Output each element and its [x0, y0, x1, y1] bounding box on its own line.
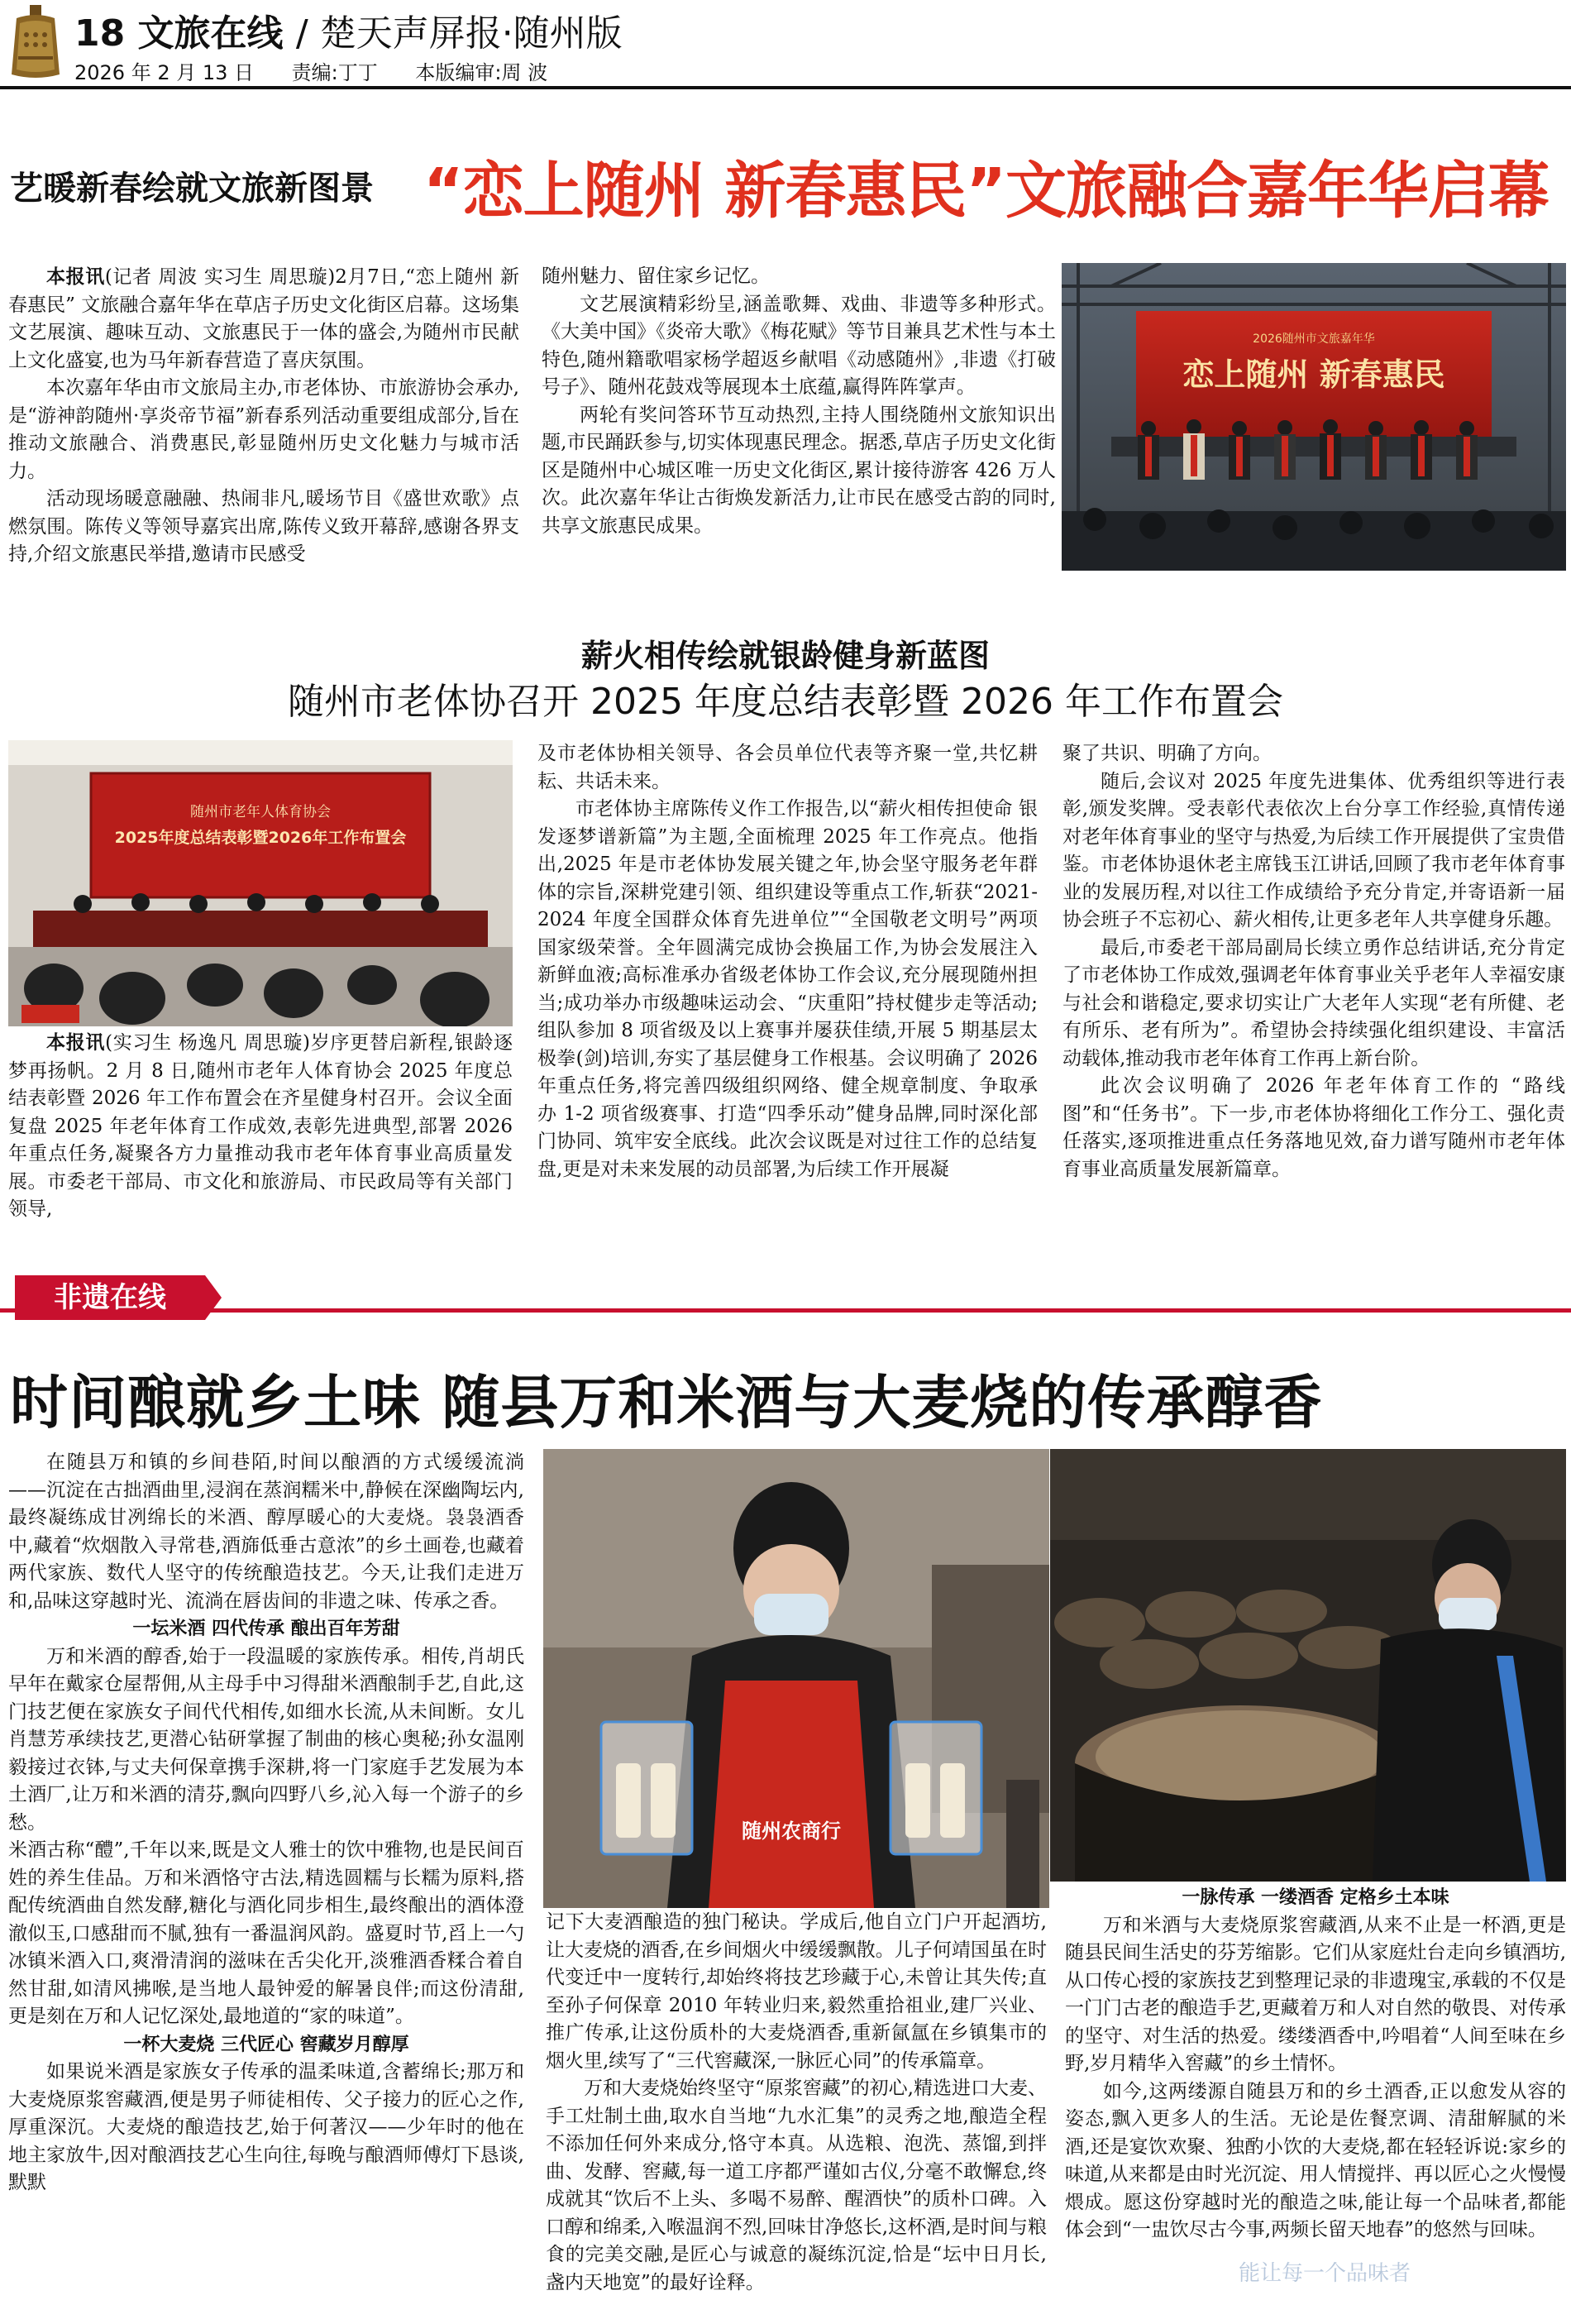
article3-cellar-photo — [1050, 1449, 1566, 1882]
image-watermark: 能让每一个品味者 — [1239, 2261, 1411, 2286]
article1-stage-photo — [1062, 263, 1566, 571]
body-paragraph: 本次嘉年华由市文旅局主办,市老体协、市旅游协会承办,是“游神韵随州·享炎帝节福”新春系列活动重要组成部分,旨在推动文旅融合、消费惠民,彰显随州历史文化魅力与城市活力。 — [8, 377, 519, 482]
meeting-banner-line1: 随州市老年人体育协会 — [190, 804, 331, 820]
article2-column-1 — [8, 1029, 513, 1277]
dateline-lead: 本报讯 — [46, 1031, 106, 1054]
article3-column-1 — [8, 1449, 524, 2317]
meeting-banner-line2: 2025年度总结表彰暨2026年工作布置会 — [114, 829, 407, 847]
body-paragraph: 万和米酒与大麦烧原浆窖藏酒,从来不止是一杯酒,更是随县民间生活史的芬芳缩影。它们从家庭灶台走向乡镇酒坊,从口传心授的家族技艺到整理记录的非遗瑰宝,承载的不仅是一门门古老的酿造手艺,更藏着万和人对自然的敬畏、对传承的坚守、对生活的热爱。缕缕酒香中,吟唱着“人间至味在乡野,岁月精华入窖藏”的乡土情怀。 — [1065, 1914, 1566, 2074]
body-paragraph: 此次会议明确了 2026 年老年体育工作的 “路线图”和“任务书”。下一步,市老体协将细化工作分工、强化责任落实,逐项推进重点任务落地见效,奋力谱写随州市老年体育事业高质量发展新篇章。 — [1062, 1075, 1565, 1180]
article3-rice-wine-photo — [543, 1449, 1049, 1908]
article3-column-2 — [546, 1909, 1047, 2317]
byline: (实习生 杨逸凡 周思璇) — [105, 1032, 311, 1054]
paragraph-text: 2月7日,“恋上随州 新春惠民” 文旅融合嘉年华在草店子历史文化街区启幕。这场集文艺展演、趣味互动、文旅惠民于一体的盛会,为随州市民献上文化盛宴,也为马年新春营造了喜庆氛围。 — [8, 266, 519, 371]
editor-credit: 责编:丁丁 — [291, 61, 378, 84]
publication-name: / 楚天声屏报·随州版 — [295, 12, 623, 55]
article1-headline: “恋上随州 新春惠民”文旅融合嘉年华启幕 — [423, 155, 1550, 227]
body-paragraph — [8, 1029, 513, 1224]
issue-date: 2026 年 2 月 13 日 — [74, 61, 255, 84]
section-tag-arrow — [205, 1275, 222, 1320]
section-divider — [0, 1308, 1571, 1313]
article2-headline: 随州市老体协召开 2025 年度总结表彰暨 2026 年工作布置会 — [288, 681, 1283, 723]
article2-kicker: 薪火相传绘就银龄健身新蓝图 — [580, 637, 990, 674]
article2-meeting-photo — [8, 740, 513, 1026]
banner-main-text: 恋上随州 新春惠民 — [1182, 356, 1445, 393]
article3-headline: 时间酿就乡土味 随县万和米酒与大麦烧的传承醇香 — [10, 1369, 1323, 1437]
article1-column-1 — [8, 263, 519, 594]
body-paragraph: 最后,市委老干部局副局长续立勇作总结讲话,充分肯定了市老体协工作成效,强调老年体育事业关乎老年人幸福安康与社会和谐稳定,要求切实让广大老年人实现“老有所健、老有所乐、老有所为”。希望协会持续强化组织建设、丰富活动载体,推动我市老年体育工作再上新台阶。 — [1062, 936, 1565, 1069]
page-title — [74, 3, 623, 56]
body-paragraph: 在随县万和镇的乡间巷陌,时间以酿酒的方式缓缓流淌——沉淀在古拙酒曲里,浸润在蒸润糯米中,静候在深幽陶坛内,最终凝练成甘冽绵长的米酒、醇厚暖心的大麦烧。袅袅酒香中,藏着“炊烟散入寻常巷,酒旆低垂古意浓”的乡土画卷,也藏着两代家族、数代人坚守的传统酿造技艺。今天,让我们走进万和,品味这穿越时光、流淌在唇齿间的非遗之味、传承之香。 — [8, 1451, 524, 1612]
section-tag: 非遗在线 — [15, 1275, 205, 1320]
reviewer-credit: 本版编审:周 波 — [415, 61, 548, 84]
body-paragraph: 随后,会议对 2025 年度先进集体、优秀组织等进行表彰,颁发奖牌。受表彰代表依次上台分享工作经验,真情传递对老年体育事业的坚守与热爱,为后续工作开展提供了宝贵借鉴。市老体协退休老主席钱玉江讲话,回顾了我市老年体育事业的发展历程,对以往工作成绩给予充分肯定,并寄语新一届协会班子不忘初心、薪火相传,让更多老年人共享健身乐趣。 — [1062, 770, 1565, 930]
article3-column-3 — [1065, 1884, 1566, 2317]
body-paragraph: 米酒古称“醴”,千年以来,既是文人雅士的饮中雅物,也是民间百姓的养生佳品。万和米酒恪守古法,精选圆糯与长糯为原料,搭配传统酒曲自然发酵,糖化与酒化同步相生,最终酿出的酒体澄澈似玉,口感甜而不腻,独有一番温润风韵。盛夏时节,舀上一勺冰镇米酒入口,爽滑清润的滋味在舌尖化开,淡雅酒香糅合着自然甘甜,如清风拂喉,是当地人最钟爱的解暑良伴;而这份清甜,更是刻在万和人记忆深处,最地道的“家的味道”。 — [8, 1839, 524, 2027]
article2-column-3 — [1062, 740, 1565, 1278]
body-paragraph: 及市老体协相关领导、各会员单位代表等齐聚一堂,共忆耕耘、共话未来。 — [537, 743, 1038, 792]
apron-text: 随州农商行 — [742, 1820, 841, 1843]
body-paragraph: 万和大麦烧始终坚守“原浆窖藏”的初心,精选进口大麦、手工灶制土曲,取水自当地“九水汇集”的灵秀之地,酿造全程不添加任何外来成分,恪守本真。从选粮、泡洗、蒸馏,到拌曲、发酵、窖藏,每一道工序都严谨如古仪,分毫不敢懈怠,终成就其“饮后不上头、多喝不易醉、醒酒快”的质朴口碑。入口醇和绵柔,入喉温润不烈,回味甘净悠长,这杯酒,是时间与粮食的完美交融,是匠心与诚意的凝练沉淀,恰是“坛中日月长,盏内天地宽”的最好诠释。 — [546, 2078, 1047, 2293]
issue-meta — [74, 56, 579, 85]
header-divider — [0, 86, 1571, 89]
section-subheading: 一脉传承 一缕酒香 定格乡土本味 — [1182, 1887, 1449, 1908]
body-paragraph: 聚了共识、明确了方向。 — [1062, 743, 1272, 764]
section-subheading: 一杯大麦烧 三代匠心 窖藏岁月醇厚 — [123, 2034, 409, 2055]
body-paragraph: 市老体协主席陈传义作工作报告,以“薪火相传担使命 银发逐梦谱新篇”为主题,全面梳理 2025 年工作亮点。他指出,2025 年是市老体协发展关键之年,协会坚守服务老年群体的宗旨,深耕党建引领、组织建设等重点工作,斩获“2021-2024 年度全国群众体育先进单位”“全国敬老文明号”两项国家级荣誉。全年圆满完成协会换届工作,为协会发展注入新鲜血液;高标准承办省级老体协工作会议,充分展现随州担当;成功举办市级趣味运动会、“庆重阳”持杖健步走等活动;组队参加 8 项省级及以上赛事并屡获佳绩,开展 5 期基层太极拳(剑)培训,夯实了基层健身工作根基。会议明确了 2026 年重点任务,将完善四级组织网络、健全规章制度、争取承办 1-2 项省级赛事、打造“四季乐动”健身品牌,同时深化部门协同、筑牢安全底线。此次会议既是对过往工作的总结复盘,更是对未来发展的动员部署,为后续工作开展凝 — [537, 798, 1038, 1180]
bianzhong-bell-logo — [7, 5, 64, 79]
body-paragraph — [8, 263, 519, 375]
byline: (记者 周波 实习生 周思璇) — [104, 266, 336, 288]
article2-column-2 — [537, 740, 1038, 1278]
body-paragraph: 记下大麦酒酿造的独门秘诀。学成后,他自立门户开起酒坊,让大麦烧的酒香,在乡间烟火中缓缓飘散。儿子何靖国虽在时代变迁中一度转行,却始终将技艺珍藏于心,未曾让其失传;直至孙子何保章 2010 年转业归来,毅然重拾祖业,建厂兴业、推广传承,让这份质朴的大麦烧酒香,重新氤氲在乡镇集市的烟火里,续写了“三代窖藏深,一脉匠心同”的传承篇章。 — [546, 1911, 1047, 2072]
body-paragraph: 随州魅力、留住家乡记忆。 — [542, 265, 770, 287]
body-paragraph: 两轮有奖问答环节互动热烈,主持人围绕随州文旅知识出题,市民踊跃参与,切实体现惠民理念。据悉,草店子历史文化街区是随州中心城区唯一历史文化街区,累计接待游客 426 万人次。此次嘉年华让古街焕发新活力,让市民在感受古韵的同时,共享文旅惠民成果。 — [542, 404, 1056, 537]
body-paragraph: 如今,这两缕源自随县万和的乡土酒香,正以愈发从容的姿态,飘入更多人的生活。无论是佐餐烹调、清甜解腻的米酒,还是宴饮欢聚、独酌小饮的大麦烧,都在轻轻诉说:家乡的味道,从来都是由时光沉淀、用人情搅拌、再以匠心之火慢慢煨成。愿这份穿越时光的酿造之味,能让每一个品味者,都能体会到“一盅饮尽古今事,两频长留天地春”的悠然与回味。 — [1065, 2080, 1566, 2240]
body-paragraph: 文艺展演精彩纷呈,涵盖歌舞、戏曲、非遗等多种形式。《大美中国》《炎帝大歌》《梅花赋》等节目兼具艺术性与本土特色,随州籍歌唱家杨学超返乡献唱《动感随州》,非遗《打破号子》、随州花鼓戏等展现本土底蕴,赢得阵阵掌声。 — [542, 293, 1056, 398]
article1-column-2 — [542, 263, 1056, 594]
dateline-lead: 本报讯 — [46, 265, 105, 288]
banner-small-text: 2026随州市文旅嘉年华 — [1253, 332, 1375, 346]
paragraph-text: 岁序更替启新程,银龄逐梦再扬帆。2 月 8 日,随州市老年人体育协会 2025 年度总结表彰暨 2026 年工作布置会在齐星健身村召开。会议全面复盘 2025 年老年体育工作成效,表彰先进典型,部署 2026 年重点任务,凝聚各方力量推动我市老年体育事业高质量发展。市委老干部局、市文化和旅游局、市民政局等有关部门领导, — [8, 1032, 513, 1220]
article1-kicker: 艺暖新春绘就文旅新图景 — [10, 169, 374, 208]
body-paragraph: 如果说米酒是家族女子传承的温柔味道,含蓄绵长;那万和大麦烧原浆窖藏酒,便是男子师徒相传、父子接力的匠心之作,厚重深沉。大麦烧的酿造技艺,始于何著汉——少年时的他在地主家放牛,因对酿酒技艺心生向往,每晚与酿酒师傅灯下恳谈,默默 — [8, 2061, 524, 2193]
body-paragraph: 万和米酒的醇香,始于一段温暖的家族传承。相传,肖胡氏早年在戴家仓屋帮佣,从主母手中习得甜米酒酿制手艺,自此,这门技艺便在家族女子间代代相传,如细水长流,从未间断。女儿肖慧芳承续技艺,更潜心钻研掌握了制曲的核心奥秘;孙女温刚毅接过衣钵,与丈夫何保章携手深耕,将一门家庭手艺发展为本土酒厂,让万和米酒的清芬,飘向四野八乡,沁入每一个游子的乡愁。 — [8, 1645, 524, 1834]
section-subheading: 一坛米酒 四代传承 酿出百年芳甜 — [132, 1619, 400, 1639]
section-title: 18 文旅在线 — [74, 12, 284, 55]
body-paragraph: 活动现场暖意融融、热闹非凡,暖场节目《盛世欢歌》点燃氛围。陈传义等领导嘉宾出席,陈传义致开幕辞,感谢各界支持,介绍文旅惠民举措,邀请市民感受 — [8, 488, 519, 565]
